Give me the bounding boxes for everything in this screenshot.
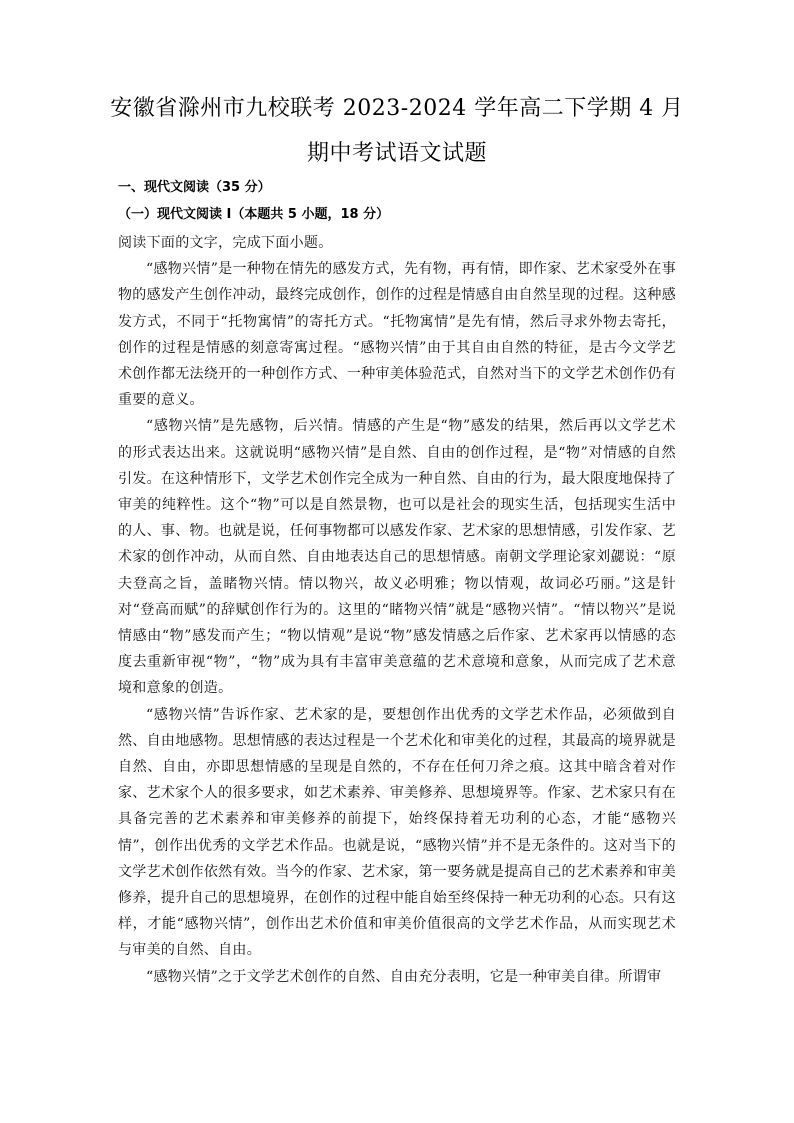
document-title-line1: 安徽省滁州市九校联考 2023-2024 学年高二下学期 4 月 [110, 96, 684, 121]
paragraph-4: “感物兴情”之于文学艺术创作的自然、自由充分表明，它是一种审美自律。所谓审 [146, 968, 662, 985]
paragraph-3: “感物兴情”告诉作家、艺术家的是，要想创作出优秀的文学艺术作品，必须做到自然、自由地感物。思想情感的表达过程是一个艺术化和审美化的过程，其最高的境界就是自然、自由，亦即思想情感的呈现是自然的，不存在任何刀斧之痕。这其中暗含着对作家、艺术家个人的很多要求，如艺术素养、审美修养、思想境界等。作家、艺术家只有在具备完善的艺术素养和审美修养的前提下，始终保持着无功利的心态，才能“感物兴情”，创作出优秀的文学艺术作品。也就是说，“感物兴情”并不是无条件的。这对当下的文学艺术创作依然有效。当今的作家、艺术家，第一要务就是提高自己的艺术素养和审美修养，提升自己的思想境界，在创作的过程中能自始至终保持一种无功利的心态。只有这样，才能“感物兴情”，创作出艺术价值和审美价值很高的文学艺术作品，从而实现艺术与审美的自然、自由。 [118, 706, 676, 959]
reading-passage [118, 230, 676, 990]
paragraph-2: “感物兴情”是先感物，后兴情。情感的产生是“物”感发的结果，然后再以文学艺术的形式表达出来。这就说明“感物兴情”是自然、自由的创作过程，是“物”对情感的自然引发。在这种情形下，文学艺术创作完全成为一种自然、自由的行为，最大限度地保持了审美的纯粹性。这个“物”可以是自然景物，也可以是社会的现实生活，包括现实生活中的人、事、物。也就是说，任何事物都可以感发作家、艺术家的思想情感，引发作家、艺术家的创作冲动，从而自然、自由地表达自己的思想情感。南朝文学理论家刘勰说：“原夫登高之旨，盖睹物兴情。情以物兴，故义必明雅；物以情观，故词必巧丽。”这是针对“登高而赋”的辞赋创作行为的。这里的“睹物兴情”就是“感物兴情”。“情以物兴”是说情感由“物”感发而产生；“物以情观”是说“物”感发情感之后作家、艺术家再以情感的态度去重新审视“物”，“物”成为具有丰富审美意蕴的艺术意境和意象，从而完成了艺术意境和意象的创造。 [118, 418, 676, 697]
subsection-heading: （一）现代文阅读 I（本题共 5 小题，18 分） [118, 207, 390, 222]
document-title-line2: 期中考试语文试题 [306, 141, 487, 166]
paragraph-1: “感物兴情”是一种物在情先的感发方式，先有物，再有情，即作家、艺术家受外在事物的感发产生创作冲动，最终完成创作，创作的过程是情感自由自然呈现的过程。这种感发方式，不同于“托物寓情”的寄托方式。“托物寓情”是先有情，然后寻求外物去寄托，创作的过程是情感的刻意寄寓过程。“感物兴情”由于其自由自然的特征，是古今文学艺术创作都无法绕开的一种创作方式、一种审美体验范式，自然对当下的文学艺术创作仍有重要的意义。 [118, 261, 676, 409]
instruction-text: 阅读下面的文字，完成下面小题。 [118, 235, 333, 251]
section-heading: 一、现代文阅读（35 分） [118, 180, 271, 195]
